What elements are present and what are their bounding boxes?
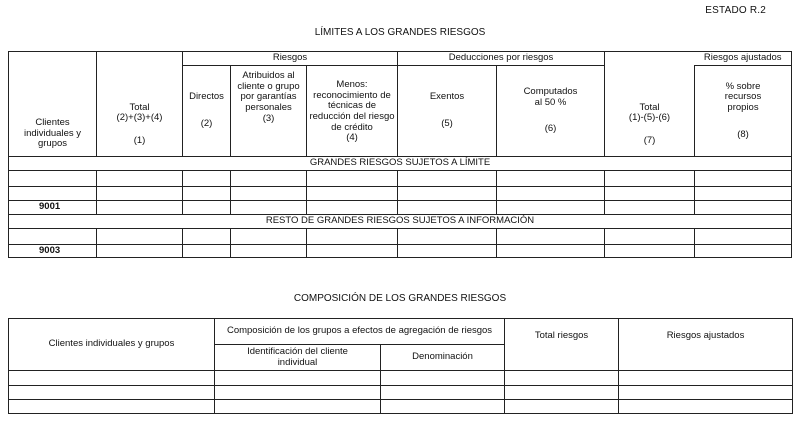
- col-total-label: Total: [129, 101, 150, 113]
- limits-table: [8, 51, 792, 258]
- col2-denominacion: Denominación: [381, 345, 505, 371]
- composition-title: COMPOSICIÓN DE LOS GRANDES RIESGOS: [293, 293, 507, 304]
- table-row-total: [9, 245, 792, 258]
- col-total-top: [97, 52, 183, 66]
- col-total2-top: [605, 52, 695, 66]
- table-row: [9, 400, 793, 414]
- col-clientes: Clientes individuales y grupos: [9, 52, 97, 157]
- group-riesgos: Riesgos: [183, 52, 398, 66]
- col2-composicion: Composición de los grupos a efectos de agregación de riesgos: [215, 319, 505, 345]
- col-total: [97, 66, 183, 157]
- table-row: [9, 386, 793, 400]
- col-pct: % sobre recursos propios (8): [695, 66, 792, 157]
- table-row: [9, 371, 793, 386]
- table-row: [9, 229, 792, 245]
- group-ajustados: Riesgos ajustados: [695, 52, 792, 66]
- section-resto-informacion: RESTO DE GRANDES RIESGOS SUJETOS A INFORMACIÓN: [9, 215, 792, 229]
- table-row: [9, 187, 792, 201]
- col2-clientes: Clientes individuales y grupos: [9, 319, 215, 371]
- group-deducciones: Deducciones por riesgos: [398, 52, 605, 66]
- code-9003: 9003: [9, 245, 97, 258]
- col2-ajustados: Riesgos ajustados: [619, 319, 793, 371]
- estado-label: ESTADO R.2: [705, 5, 766, 16]
- code-9001: 9001: [9, 201, 97, 215]
- col-total-num: (1): [133, 135, 146, 147]
- table-row: [9, 171, 792, 187]
- col2-identificacion: Identificación del cliente individual: [215, 345, 381, 371]
- col-total2: Total (1)-(5)-(6) (7): [605, 66, 695, 157]
- col-atribuidos: Atribuidos al cliente o grupo por garantías personales (3): [231, 66, 307, 157]
- table-row-total: [9, 201, 792, 215]
- col-menos: Menos: reconocimiento de técnicas de reducción del riesgo de crédito (4): [307, 66, 398, 157]
- col2-total: Total riesgos: [505, 319, 619, 371]
- col-total-formula: (2)+(3)+(4): [116, 112, 163, 124]
- col-directos: Directos (2): [183, 66, 231, 157]
- col-computados: Computados al 50 % (6): [497, 66, 605, 157]
- limits-title: LÍMITES A LOS GRANDES RIESGOS: [314, 27, 486, 38]
- col-exentos: Exentos (5): [398, 66, 497, 157]
- section-sujetos-limite: GRANDES RIESGOS SUJETOS A LÍMITE: [9, 157, 792, 171]
- composition-table: [8, 318, 793, 414]
